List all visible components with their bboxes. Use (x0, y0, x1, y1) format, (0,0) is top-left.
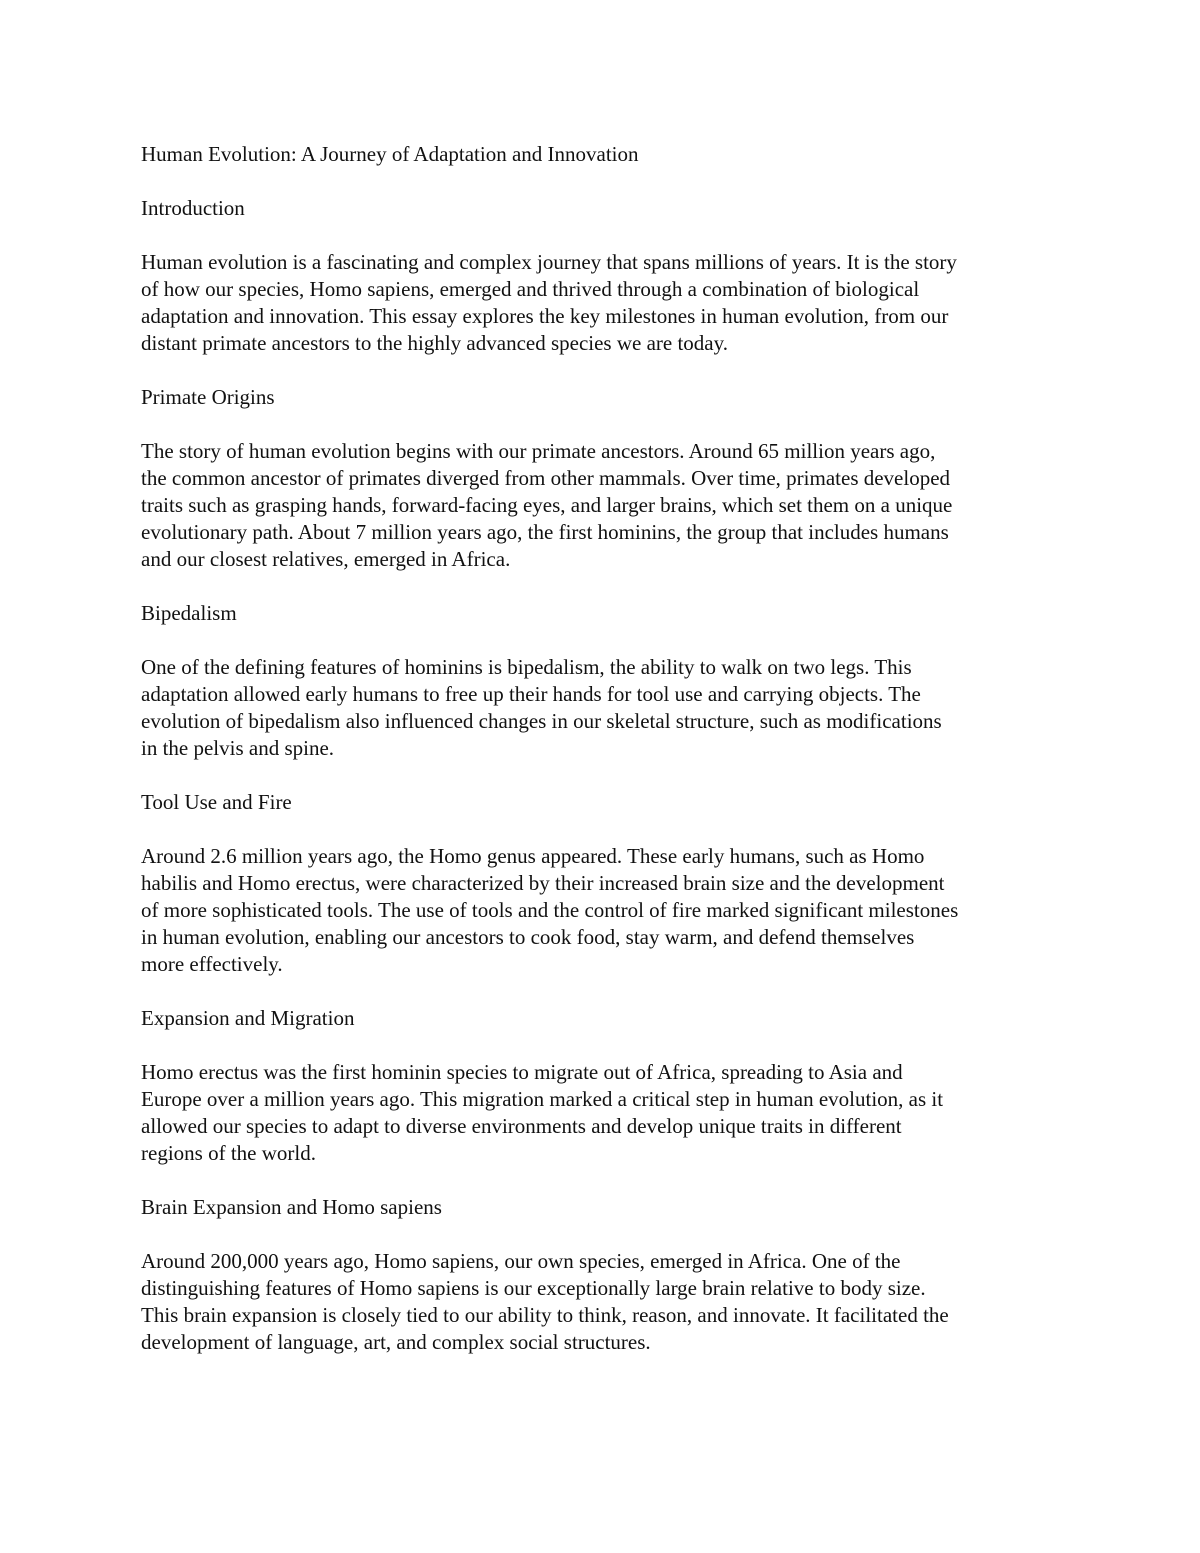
section-paragraph-bipedalism (141, 654, 1061, 762)
paragraph-line: and our closest relatives, emerged in Africa. (141, 547, 511, 571)
paragraph-line: The story of human evolution begins with our primate ancestors. Around 65 million years ago, (141, 439, 936, 463)
paragraph-line: Europe over a million years ago. This migration marked a critical step in human evolution, as it (141, 1087, 944, 1111)
paragraph-line: allowed our species to adapt to diverse environments and develop unique traits in different (141, 1114, 902, 1138)
paragraph-line: distinguishing features of Homo sapiens is our exceptionally large brain relative to body size. (141, 1276, 926, 1300)
paragraph-line: evolutionary path. About 7 million years ago, the first hominins, the group that includes humans (141, 520, 949, 544)
paragraph-line: development of language, art, and complex social structures. (141, 1330, 651, 1354)
paragraph-line: This brain expansion is closely tied to our ability to think, reason, and innovate. It facilitated the (141, 1303, 949, 1327)
document-body (141, 141, 1061, 1383)
paragraph-line: adaptation and innovation. This essay explores the key milestones in human evolution, from our (141, 304, 949, 328)
paragraph-line: Homo erectus was the first hominin species to migrate out of Africa, spreading to Asia and (141, 1060, 903, 1084)
paragraph-line: One of the defining features of hominins is bipedalism, the ability to walk on two legs. This (141, 655, 912, 679)
paragraph-line: regions of the world. (141, 1141, 316, 1165)
paragraph-line: distant primate ancestors to the highly advanced species we are today. (141, 331, 729, 355)
section-heading-introduction: Introduction (141, 196, 245, 220)
paragraph-line: traits such as grasping hands, forward-facing eyes, and larger brains, which set them on a unique (141, 493, 953, 517)
section-paragraph-tool-use-and-fire (141, 843, 1061, 978)
paragraph-line: of more sophisticated tools. The use of tools and the control of fire marked significant milestones (141, 898, 959, 922)
section-paragraph-expansion-and-migration (141, 1059, 1061, 1167)
section-paragraph-primate-origins (141, 438, 1061, 573)
section-paragraph-brain-expansion (141, 1248, 1061, 1356)
paragraph-line: in the pelvis and spine. (141, 736, 335, 760)
section-paragraph-introduction (141, 249, 1061, 357)
paragraph-line: Around 200,000 years ago, Homo sapiens, our own species, emerged in Africa. One of the (141, 1249, 901, 1273)
paragraph-line: evolution of bipedalism also influenced changes in our skeletal structure, such as modifications (141, 709, 942, 733)
paragraph-line: the common ancestor of primates diverged from other mammals. Over time, primates developed (141, 466, 951, 490)
paragraph-line: habilis and Homo erectus, were characterized by their increased brain size and the development (141, 871, 945, 895)
section-heading-bipedalism: Bipedalism (141, 601, 237, 625)
paragraph-line: Human evolution is a fascinating and complex journey that spans millions of years. It is the story (141, 250, 957, 274)
paragraph-line: more effectively. (141, 952, 283, 976)
section-heading-primate-origins: Primate Origins (141, 385, 275, 409)
section-heading-tool-use-and-fire: Tool Use and Fire (141, 790, 292, 814)
document-title: Human Evolution: A Journey of Adaptation and Innovation (141, 142, 639, 166)
section-heading-brain-expansion: Brain Expansion and Homo sapiens (141, 1195, 442, 1219)
paragraph-line: in human evolution, enabling our ancestors to cook food, stay warm, and defend themselves (141, 925, 915, 949)
section-heading-expansion-and-migration: Expansion and Migration (141, 1006, 355, 1030)
paragraph-line: of how our species, Homo sapiens, emerged and thrived through a combination of biological (141, 277, 920, 301)
paragraph-line: adaptation allowed early humans to free up their hands for tool use and carrying objects. The (141, 682, 921, 706)
paragraph-line: Around 2.6 million years ago, the Homo genus appeared. These early humans, such as Homo (141, 844, 925, 868)
